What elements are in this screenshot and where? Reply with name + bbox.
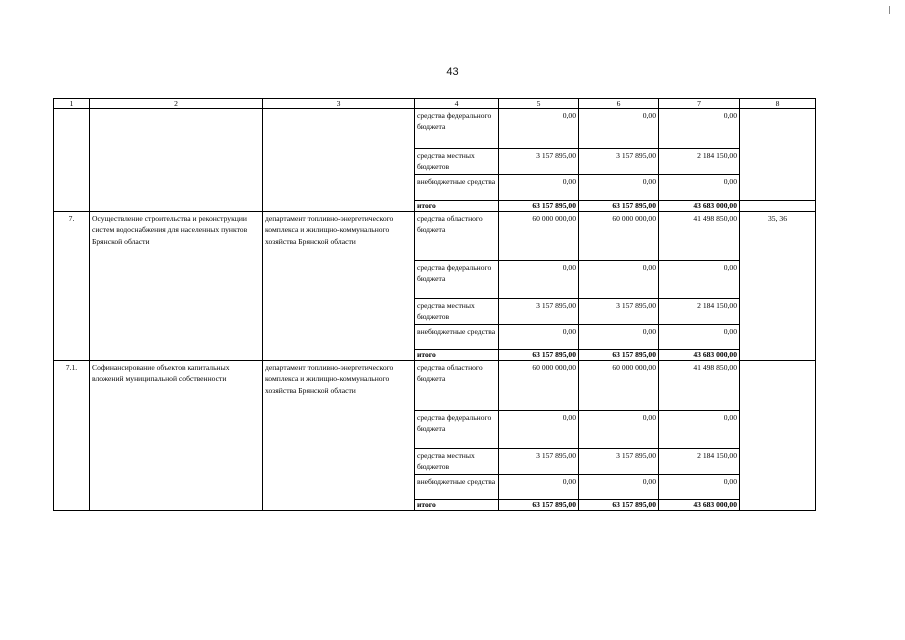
measure-name-cell: Осуществление строительства и реконструкции систем водоснабжения для населенных пунктов Брянской области	[90, 211, 263, 360]
value-col5: 0,00	[499, 324, 579, 349]
funding-source: средства федерального бюджета	[415, 410, 499, 448]
value-col7: 0,00	[659, 260, 740, 298]
target-indicator-cell	[740, 200, 816, 211]
funding-source: средства местных бюджетов	[415, 448, 499, 474]
value-col6: 3 157 895,00	[579, 149, 659, 175]
total-col6: 63 157 895,00	[579, 200, 659, 211]
row-number-cell: 7.	[54, 211, 90, 360]
funding-source-total: итого	[415, 200, 499, 211]
value-col6: 0,00	[579, 474, 659, 499]
measure-name-cell	[90, 109, 263, 212]
value-col7: 0,00	[659, 324, 740, 349]
total-col6: 63 157 895,00	[579, 349, 659, 360]
executor-cell	[263, 109, 415, 212]
value-col5: 3 157 895,00	[499, 298, 579, 324]
funding-source: средства местных бюджетов	[415, 149, 499, 175]
value-col5: 3 157 895,00	[499, 149, 579, 175]
value-col5: 60 000 000,00	[499, 360, 579, 410]
target-indicator-cell	[740, 109, 816, 201]
table-row	[54, 109, 816, 149]
column-header: 4	[415, 99, 499, 109]
column-header: 1	[54, 99, 90, 109]
value-col5: 0,00	[499, 260, 579, 298]
value-col6: 0,00	[579, 410, 659, 448]
value-col7: 0,00	[659, 174, 740, 200]
value-col7: 2 184 150,00	[659, 298, 740, 324]
value-col6: 3 157 895,00	[579, 298, 659, 324]
funding-source: средства федерального бюджета	[415, 260, 499, 298]
value-col6: 0,00	[579, 260, 659, 298]
value-col6: 60 000 000,00	[579, 211, 659, 260]
executor-cell: департамент топливно-энергетического комплекса и жилищно-коммунального хозяйства Брянской области	[263, 211, 415, 360]
column-header: 7	[659, 99, 740, 109]
funding-source: средства областного бюджета	[415, 360, 499, 410]
value-col5: 3 157 895,00	[499, 448, 579, 474]
value-col6: 0,00	[579, 174, 659, 200]
value-col7: 41 498 850,00	[659, 360, 740, 410]
column-header: 8	[740, 99, 816, 109]
table-row	[54, 360, 816, 410]
target-indicator-cell	[740, 360, 816, 510]
value-col7: 0,00	[659, 474, 740, 499]
value-col6: 60 000 000,00	[579, 360, 659, 410]
funding-source: внебюджетные средства	[415, 174, 499, 200]
value-col5: 0,00	[499, 410, 579, 448]
total-col5: 63 157 895,00	[499, 349, 579, 360]
row-number-cell	[54, 109, 90, 212]
measure-name-cell: Софинансирование объектов капитальных вложений муниципальной собственности	[90, 360, 263, 510]
value-col5: 0,00	[499, 474, 579, 499]
column-number-row	[54, 99, 816, 109]
value-col7: 2 184 150,00	[659, 448, 740, 474]
value-col5: 0,00	[499, 109, 579, 149]
value-col6: 3 157 895,00	[579, 448, 659, 474]
funding-source: средства местных бюджетов	[415, 298, 499, 324]
executor-cell: департамент топливно-энергетического комплекса и жилищно-коммунального хозяйства Брянской области	[263, 360, 415, 510]
total-col7: 43 683 000,00	[659, 349, 740, 360]
funding-source: внебюджетные средства	[415, 474, 499, 499]
table-row	[54, 211, 816, 260]
value-col7: 0,00	[659, 109, 740, 149]
column-header: 2	[90, 99, 263, 109]
funding-source-total: итого	[415, 349, 499, 360]
column-header: 6	[579, 99, 659, 109]
page-number: 43	[446, 66, 459, 78]
value-col7: 2 184 150,00	[659, 149, 740, 175]
row-number-cell: 7.1.	[54, 360, 90, 510]
column-header: 5	[499, 99, 579, 109]
margin-mark	[889, 6, 890, 14]
value-col6: 0,00	[579, 109, 659, 149]
total-col5: 63 157 895,00	[499, 200, 579, 211]
funding-source: внебюджетные средства	[415, 324, 499, 349]
funding-source-total: итого	[415, 499, 499, 510]
total-col6: 63 157 895,00	[579, 499, 659, 510]
value-col7: 41 498 850,00	[659, 211, 740, 260]
total-col5: 63 157 895,00	[499, 499, 579, 510]
value-col5: 60 000 000,00	[499, 211, 579, 260]
total-col7: 43 683 000,00	[659, 200, 740, 211]
value-col5: 0,00	[499, 174, 579, 200]
budget-table	[53, 98, 816, 511]
column-header: 3	[263, 99, 415, 109]
value-col6: 0,00	[579, 324, 659, 349]
funding-source: средства областного бюджета	[415, 211, 499, 260]
total-col7: 43 683 000,00	[659, 499, 740, 510]
target-indicator-cell: 35, 36	[740, 211, 816, 360]
value-col7: 0,00	[659, 410, 740, 448]
funding-source: средства федерального бюджета	[415, 109, 499, 149]
